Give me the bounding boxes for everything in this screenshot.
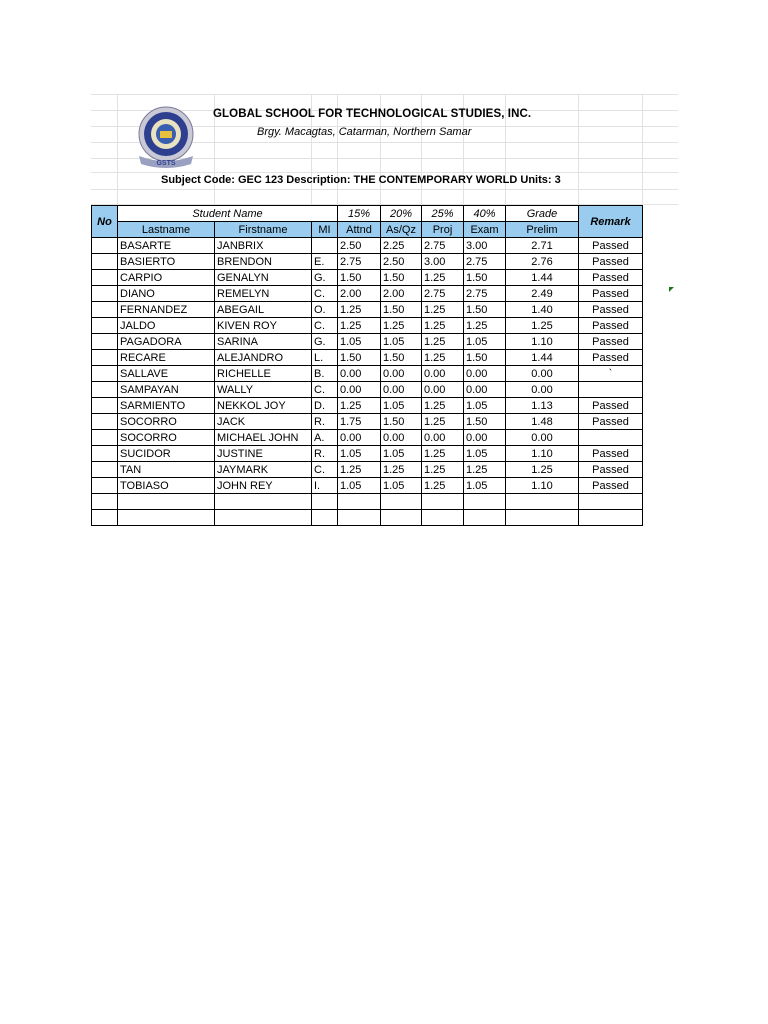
col-mi: MI <box>312 222 338 238</box>
cell-exam: 1.50 <box>464 414 506 430</box>
cell-no <box>92 478 118 494</box>
cell-attnd: 1.25 <box>338 462 381 478</box>
cell-proj: 1.25 <box>422 414 464 430</box>
cell-lastname: BASARTE <box>118 238 215 254</box>
cell-asqz: 1.05 <box>381 398 422 414</box>
cell-asqz: 1.05 <box>381 478 422 494</box>
cell-mi: D. <box>312 398 338 414</box>
header-no: No <box>92 206 118 238</box>
cell-lastname: TAN <box>118 462 215 478</box>
cell-firstname: RICHELLE <box>215 366 312 382</box>
cell-lastname: BASIERTO <box>118 254 215 270</box>
cell-exam: 1.25 <box>464 318 506 334</box>
col-asqz: As/Qz <box>381 222 422 238</box>
table-row <box>92 382 643 398</box>
grade-rows <box>92 238 643 494</box>
cell-proj: 1.25 <box>422 350 464 366</box>
cell-exam: 0.00 <box>464 382 506 398</box>
cell-prelim: 2.76 <box>506 254 579 270</box>
cell-proj: 3.00 <box>422 254 464 270</box>
cell-lastname: SAMPAYAN <box>118 382 215 398</box>
cell-proj: 1.25 <box>422 398 464 414</box>
cell-firstname: JACK <box>215 414 312 430</box>
cell-prelim: 0.00 <box>506 382 579 398</box>
cell-asqz: 1.25 <box>381 462 422 478</box>
cell-lastname: SARMIENTO <box>118 398 215 414</box>
cell-mi: R. <box>312 446 338 462</box>
cell-firstname: NEKKOL JOY <box>215 398 312 414</box>
cell-prelim: 1.40 <box>506 302 579 318</box>
cell-exam: 0.00 <box>464 366 506 382</box>
cell-no <box>92 462 118 478</box>
cell-proj: 1.25 <box>422 318 464 334</box>
subject-line: Subject Code: GEC 123 Description: THE CONTEMPORARY WORLD Units: 3 <box>161 174 561 186</box>
cell-no <box>92 270 118 286</box>
cell-attnd: 0.00 <box>338 382 381 398</box>
table-row <box>92 350 643 366</box>
cell-firstname: ALEJANDRO <box>215 350 312 366</box>
cell-exam: 2.75 <box>464 254 506 270</box>
table-row <box>92 254 643 270</box>
cell-attnd: 0.00 <box>338 430 381 446</box>
cell-attnd: 2.50 <box>338 238 381 254</box>
grades-table <box>91 205 643 526</box>
cell-attnd: 1.25 <box>338 398 381 414</box>
cell-mi: C. <box>312 318 338 334</box>
cell-prelim: 0.00 <box>506 366 579 382</box>
col-exam: Exam <box>464 222 506 238</box>
cell-attnd: 1.05 <box>338 446 381 462</box>
cell-asqz: 1.50 <box>381 414 422 430</box>
cell-exam: 1.05 <box>464 334 506 350</box>
cell-prelim: 1.44 <box>506 350 579 366</box>
cell-prelim: 0.00 <box>506 430 579 446</box>
cell-mi: A. <box>312 430 338 446</box>
cell-firstname: JOHN REY <box>215 478 312 494</box>
svg-text:GSTS: GSTS <box>156 160 176 167</box>
col-firstname: Firstname <box>215 222 312 238</box>
cell-remark: Passed <box>579 398 643 414</box>
table-row <box>92 334 643 350</box>
cell-prelim: 2.49 <box>506 286 579 302</box>
cell-proj: 2.75 <box>422 286 464 302</box>
cell-proj: 0.00 <box>422 430 464 446</box>
cell-prelim: 1.48 <box>506 414 579 430</box>
cell-remark: Passed <box>579 254 643 270</box>
cell-attnd: 1.75 <box>338 414 381 430</box>
cell-firstname: REMELYN <box>215 286 312 302</box>
cell-attnd: 1.25 <box>338 318 381 334</box>
cell-asqz: 2.00 <box>381 286 422 302</box>
cell-firstname: JANBRIX <box>215 238 312 254</box>
table-row <box>92 430 643 446</box>
cell-no <box>92 318 118 334</box>
cell-no <box>92 446 118 462</box>
cell-no <box>92 398 118 414</box>
cell-lastname: SOCORRO <box>118 414 215 430</box>
cell-remark: ` <box>579 366 643 382</box>
empty-row <box>92 510 643 526</box>
cell-lastname: TOBIASO <box>118 478 215 494</box>
cell-lastname: SALLAVE <box>118 366 215 382</box>
col-attnd: Attnd <box>338 222 381 238</box>
cell-remark: Passed <box>579 286 643 302</box>
cell-attnd: 2.00 <box>338 286 381 302</box>
cell-asqz: 1.50 <box>381 270 422 286</box>
cell-asqz: 1.05 <box>381 446 422 462</box>
cell-exam: 1.25 <box>464 462 506 478</box>
cell-asqz: 0.00 <box>381 366 422 382</box>
grade-sheet <box>91 94 678 534</box>
cell-prelim: 1.13 <box>506 398 579 414</box>
cell-proj: 1.25 <box>422 446 464 462</box>
table-row <box>92 478 643 494</box>
cell-remark: Passed <box>579 318 643 334</box>
cell-mi: B. <box>312 366 338 382</box>
cell-mi: R. <box>312 414 338 430</box>
cell-lastname: JALDO <box>118 318 215 334</box>
cell-exam: 0.00 <box>464 430 506 446</box>
cell-lastname: RECARE <box>118 350 215 366</box>
cell-attnd: 1.50 <box>338 270 381 286</box>
cell-attnd: 1.50 <box>338 350 381 366</box>
cell-remark: Passed <box>579 446 643 462</box>
cell-exam: 1.05 <box>464 446 506 462</box>
cell-lastname: PAGADORA <box>118 334 215 350</box>
cell-firstname: JAYMARK <box>215 462 312 478</box>
cell-prelim: 1.10 <box>506 446 579 462</box>
cell-attnd: 1.25 <box>338 302 381 318</box>
cell-mi: O. <box>312 302 338 318</box>
cell-firstname: GENALYN <box>215 270 312 286</box>
weight-attendance: 15% <box>338 206 381 222</box>
cell-no <box>92 238 118 254</box>
cell-lastname: CARPIO <box>118 270 215 286</box>
cell-prelim: 1.10 <box>506 334 579 350</box>
table-row <box>92 366 643 382</box>
cell-asqz: 2.50 <box>381 254 422 270</box>
cell-proj: 0.00 <box>422 382 464 398</box>
cell-firstname: SARINA <box>215 334 312 350</box>
cell-firstname: JUSTINE <box>215 446 312 462</box>
header-grade: Grade <box>506 206 579 222</box>
cell-mi: G. <box>312 270 338 286</box>
cell-mi: C. <box>312 382 338 398</box>
cell-firstname: BRENDON <box>215 254 312 270</box>
cell-no <box>92 350 118 366</box>
cell-firstname: WALLY <box>215 382 312 398</box>
cell-remark <box>579 430 643 446</box>
table-row <box>92 446 643 462</box>
cell-mi: I. <box>312 478 338 494</box>
cell-remark: Passed <box>579 462 643 478</box>
cell-no <box>92 366 118 382</box>
cell-remark <box>579 382 643 398</box>
weight-quiz: 20% <box>381 206 422 222</box>
table-row <box>92 462 643 478</box>
cell-mi: C. <box>312 286 338 302</box>
cell-prelim: 1.25 <box>506 462 579 478</box>
col-prelim: Prelim <box>506 222 579 238</box>
cell-proj: 2.75 <box>422 238 464 254</box>
cell-no <box>92 334 118 350</box>
cell-asqz: 0.00 <box>381 430 422 446</box>
weight-project: 25% <box>422 206 464 222</box>
table-row <box>92 414 643 430</box>
cell-remark: Passed <box>579 478 643 494</box>
cell-remark: Passed <box>579 414 643 430</box>
empty-row <box>92 494 643 510</box>
cell-exam: 1.05 <box>464 398 506 414</box>
cell-proj: 1.25 <box>422 302 464 318</box>
cell-proj: 1.25 <box>422 462 464 478</box>
cell-remark: Passed <box>579 302 643 318</box>
cell-proj: 1.25 <box>422 478 464 494</box>
cell-asqz: 1.05 <box>381 334 422 350</box>
school-logo <box>133 104 199 170</box>
cell-proj: 1.25 <box>422 334 464 350</box>
cell-asqz: 0.00 <box>381 382 422 398</box>
cell-mi: C. <box>312 462 338 478</box>
cell-remark: Passed <box>579 270 643 286</box>
cell-attnd: 1.05 <box>338 334 381 350</box>
school-address: Brgy. Macagtas, Catarman, Northern Samar <box>257 126 472 138</box>
cell-asqz: 2.25 <box>381 238 422 254</box>
cell-mi <box>312 238 338 254</box>
cell-firstname: KIVEN ROY <box>215 318 312 334</box>
cell-no <box>92 254 118 270</box>
table-row <box>92 238 643 254</box>
col-lastname: Lastname <box>118 222 215 238</box>
school-name: GLOBAL SCHOOL FOR TECHNOLOGICAL STUDIES, INC. <box>213 108 532 120</box>
cell-firstname: ABEGAIL <box>215 302 312 318</box>
cell-asqz: 1.25 <box>381 318 422 334</box>
table-row <box>92 398 643 414</box>
table-row <box>92 318 643 334</box>
cell-mi: E. <box>312 254 338 270</box>
cell-proj: 0.00 <box>422 366 464 382</box>
cell-no <box>92 414 118 430</box>
cell-attnd: 0.00 <box>338 366 381 382</box>
table-row <box>92 302 643 318</box>
cell-remark: Passed <box>579 238 643 254</box>
weight-exam: 40% <box>464 206 506 222</box>
cell-remark: Passed <box>579 350 643 366</box>
header-student-name: Student Name <box>118 206 338 222</box>
col-proj: Proj <box>422 222 464 238</box>
cell-asqz: 1.50 <box>381 350 422 366</box>
cell-lastname: DIANO <box>118 286 215 302</box>
header-remark: Remark <box>579 206 643 238</box>
cell-proj: 1.25 <box>422 270 464 286</box>
cell-attnd: 1.05 <box>338 478 381 494</box>
cell-firstname: MICHAEL JOHN <box>215 430 312 446</box>
cell-exam: 2.75 <box>464 286 506 302</box>
cell-no <box>92 382 118 398</box>
cell-prelim: 1.44 <box>506 270 579 286</box>
cell-lastname: SUCIDOR <box>118 446 215 462</box>
cell-prelim: 1.10 <box>506 478 579 494</box>
cell-exam: 1.50 <box>464 302 506 318</box>
cell-no <box>92 286 118 302</box>
cell-mi: L. <box>312 350 338 366</box>
cell-no <box>92 302 118 318</box>
cell-mi: G. <box>312 334 338 350</box>
cell-comment-marker <box>669 287 674 292</box>
cell-lastname: FERNANDEZ <box>118 302 215 318</box>
cell-exam: 1.50 <box>464 270 506 286</box>
cell-exam: 3.00 <box>464 238 506 254</box>
cell-exam: 1.05 <box>464 478 506 494</box>
cell-exam: 1.50 <box>464 350 506 366</box>
cell-remark: Passed <box>579 334 643 350</box>
cell-prelim: 2.71 <box>506 238 579 254</box>
cell-prelim: 1.25 <box>506 318 579 334</box>
cell-attnd: 2.75 <box>338 254 381 270</box>
cell-no <box>92 430 118 446</box>
table-row <box>92 270 643 286</box>
cell-lastname: SOCORRO <box>118 430 215 446</box>
cell-asqz: 1.50 <box>381 302 422 318</box>
table-row <box>92 286 643 302</box>
